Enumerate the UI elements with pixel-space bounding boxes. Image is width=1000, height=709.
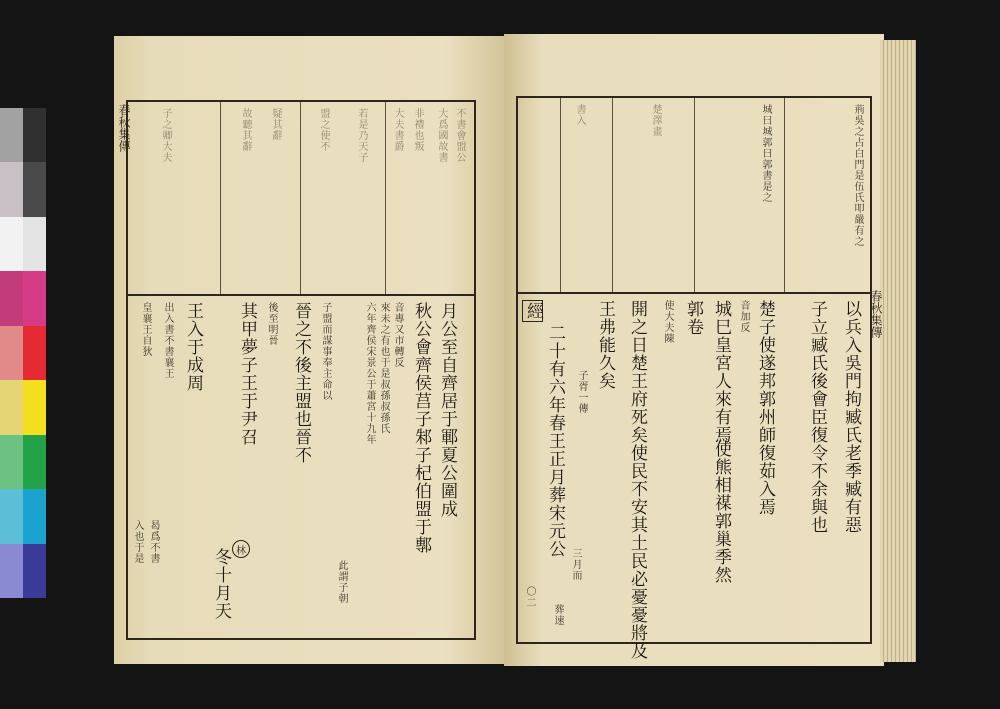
- swatch: [23, 544, 46, 598]
- annotation-column: 來未之有也于是叔孫叔孫氏: [378, 302, 389, 434]
- annotation-column: 後至明晉: [266, 302, 277, 346]
- annotation-column: 子盟而謀事奉主命以: [320, 302, 331, 401]
- text-column: 冬十月天: [211, 548, 231, 620]
- swatch: [23, 326, 46, 380]
- upper-note: 疑其辭: [270, 108, 281, 141]
- swatch: [0, 326, 23, 380]
- annotation-column: 使大夫陳: [662, 300, 673, 344]
- text-column: 月公至自齊居于鄆夏公圍成: [437, 302, 457, 518]
- annotation-column: 音加反: [738, 300, 749, 333]
- swatch: [0, 544, 23, 598]
- upper-note: 楚澤畫: [650, 104, 661, 137]
- annotation-column: 三月而: [570, 548, 581, 581]
- swatch: [23, 489, 46, 543]
- swatch: [0, 162, 23, 216]
- text-column: 子立臧氏後會臣復令不余與也: [807, 300, 827, 534]
- text-column: 以兵入吳門拘臧氏老季臧有惡: [841, 300, 861, 534]
- upper-note: 若是乃天子: [356, 108, 367, 163]
- annotation-column: 此謂子朝: [336, 560, 347, 604]
- circled-mark: 林: [232, 540, 250, 558]
- left-side-tab: 春秋集傳: [117, 104, 131, 152]
- column-rule: [784, 98, 785, 292]
- column-rule: [560, 98, 561, 292]
- text-column: 開之日楚王府死矣使民不安其土民必憂憂將及: [627, 300, 647, 660]
- upper-note: 荊吳之占白門是伍氏叩嚴有之: [852, 104, 863, 247]
- text-column: 秋公會齊侯莒子邾子杞伯盟于鄟: [411, 302, 431, 554]
- upper-note: 大夫書爵: [392, 108, 403, 152]
- swatch: [0, 435, 23, 489]
- swatch: [23, 162, 46, 216]
- swatch: [23, 108, 46, 162]
- upper-note: 故聽其辭: [240, 108, 251, 152]
- header-tab: 經: [523, 302, 543, 320]
- upper-note: 不書會盟公: [454, 108, 465, 163]
- column-rule: [612, 98, 613, 292]
- text-column: 城巳皇宮人來有焉: [711, 300, 731, 444]
- swatch: [0, 380, 23, 434]
- annotation-column: 音專又市轉反: [392, 302, 403, 368]
- swatch: [0, 271, 23, 325]
- upper-note: 書入: [574, 104, 585, 126]
- upper-note: 盟之使不: [318, 108, 329, 152]
- swatch: [0, 489, 23, 543]
- swatch: [23, 217, 46, 271]
- swatch: [23, 435, 46, 489]
- column-rule: [220, 102, 221, 294]
- register-divider: [126, 294, 476, 296]
- column-rule: [300, 102, 301, 294]
- text-column: 使熊相禖郭巢季然: [711, 440, 731, 584]
- upper-note: 城曰城郭曰郭書是之: [760, 104, 771, 203]
- annotation-column: 葬速: [552, 604, 563, 626]
- upper-note: 子之卿大夫: [160, 108, 171, 163]
- annotation-column: 出入書不書襄王: [162, 302, 173, 379]
- color-calibration-strip: [0, 108, 46, 598]
- annotation-column: 皇襄王自狄: [140, 302, 151, 357]
- text-column: 王弗能久矣: [595, 300, 615, 390]
- annotation-column: 六年齊侯宋景公于蕭宮十九年: [364, 302, 375, 445]
- text-column: 二十有六年春王正月葬宋元公: [545, 324, 565, 558]
- swatch: [23, 380, 46, 434]
- annotation-column: 入也于是: [132, 520, 143, 564]
- column-rule: [385, 102, 386, 294]
- swatch: [0, 217, 23, 271]
- annotation-column: 曷爲不書: [148, 520, 159, 564]
- text-column: 其甲夢子王于尹召: [237, 302, 257, 446]
- right-side-tab: 春秋集傳: [869, 290, 883, 338]
- swatch: [0, 108, 23, 162]
- text-column: 王入于成周: [183, 302, 203, 392]
- page-stack-edge: [880, 40, 916, 662]
- text-column: 晉之不後主盟也晉不: [291, 302, 311, 464]
- register-divider: [516, 292, 870, 294]
- text-column: 郭卷: [683, 300, 703, 336]
- swatch: [23, 271, 46, 325]
- upper-note: 非禮也叛: [412, 108, 423, 152]
- page-number: 〇二: [524, 586, 535, 608]
- column-rule: [694, 98, 695, 292]
- annotation-column: 子胥一傳: [576, 370, 587, 414]
- upper-note: 大爲國故書: [436, 108, 447, 163]
- text-column: 楚子使遂邦郭州師復茹入焉: [755, 300, 775, 516]
